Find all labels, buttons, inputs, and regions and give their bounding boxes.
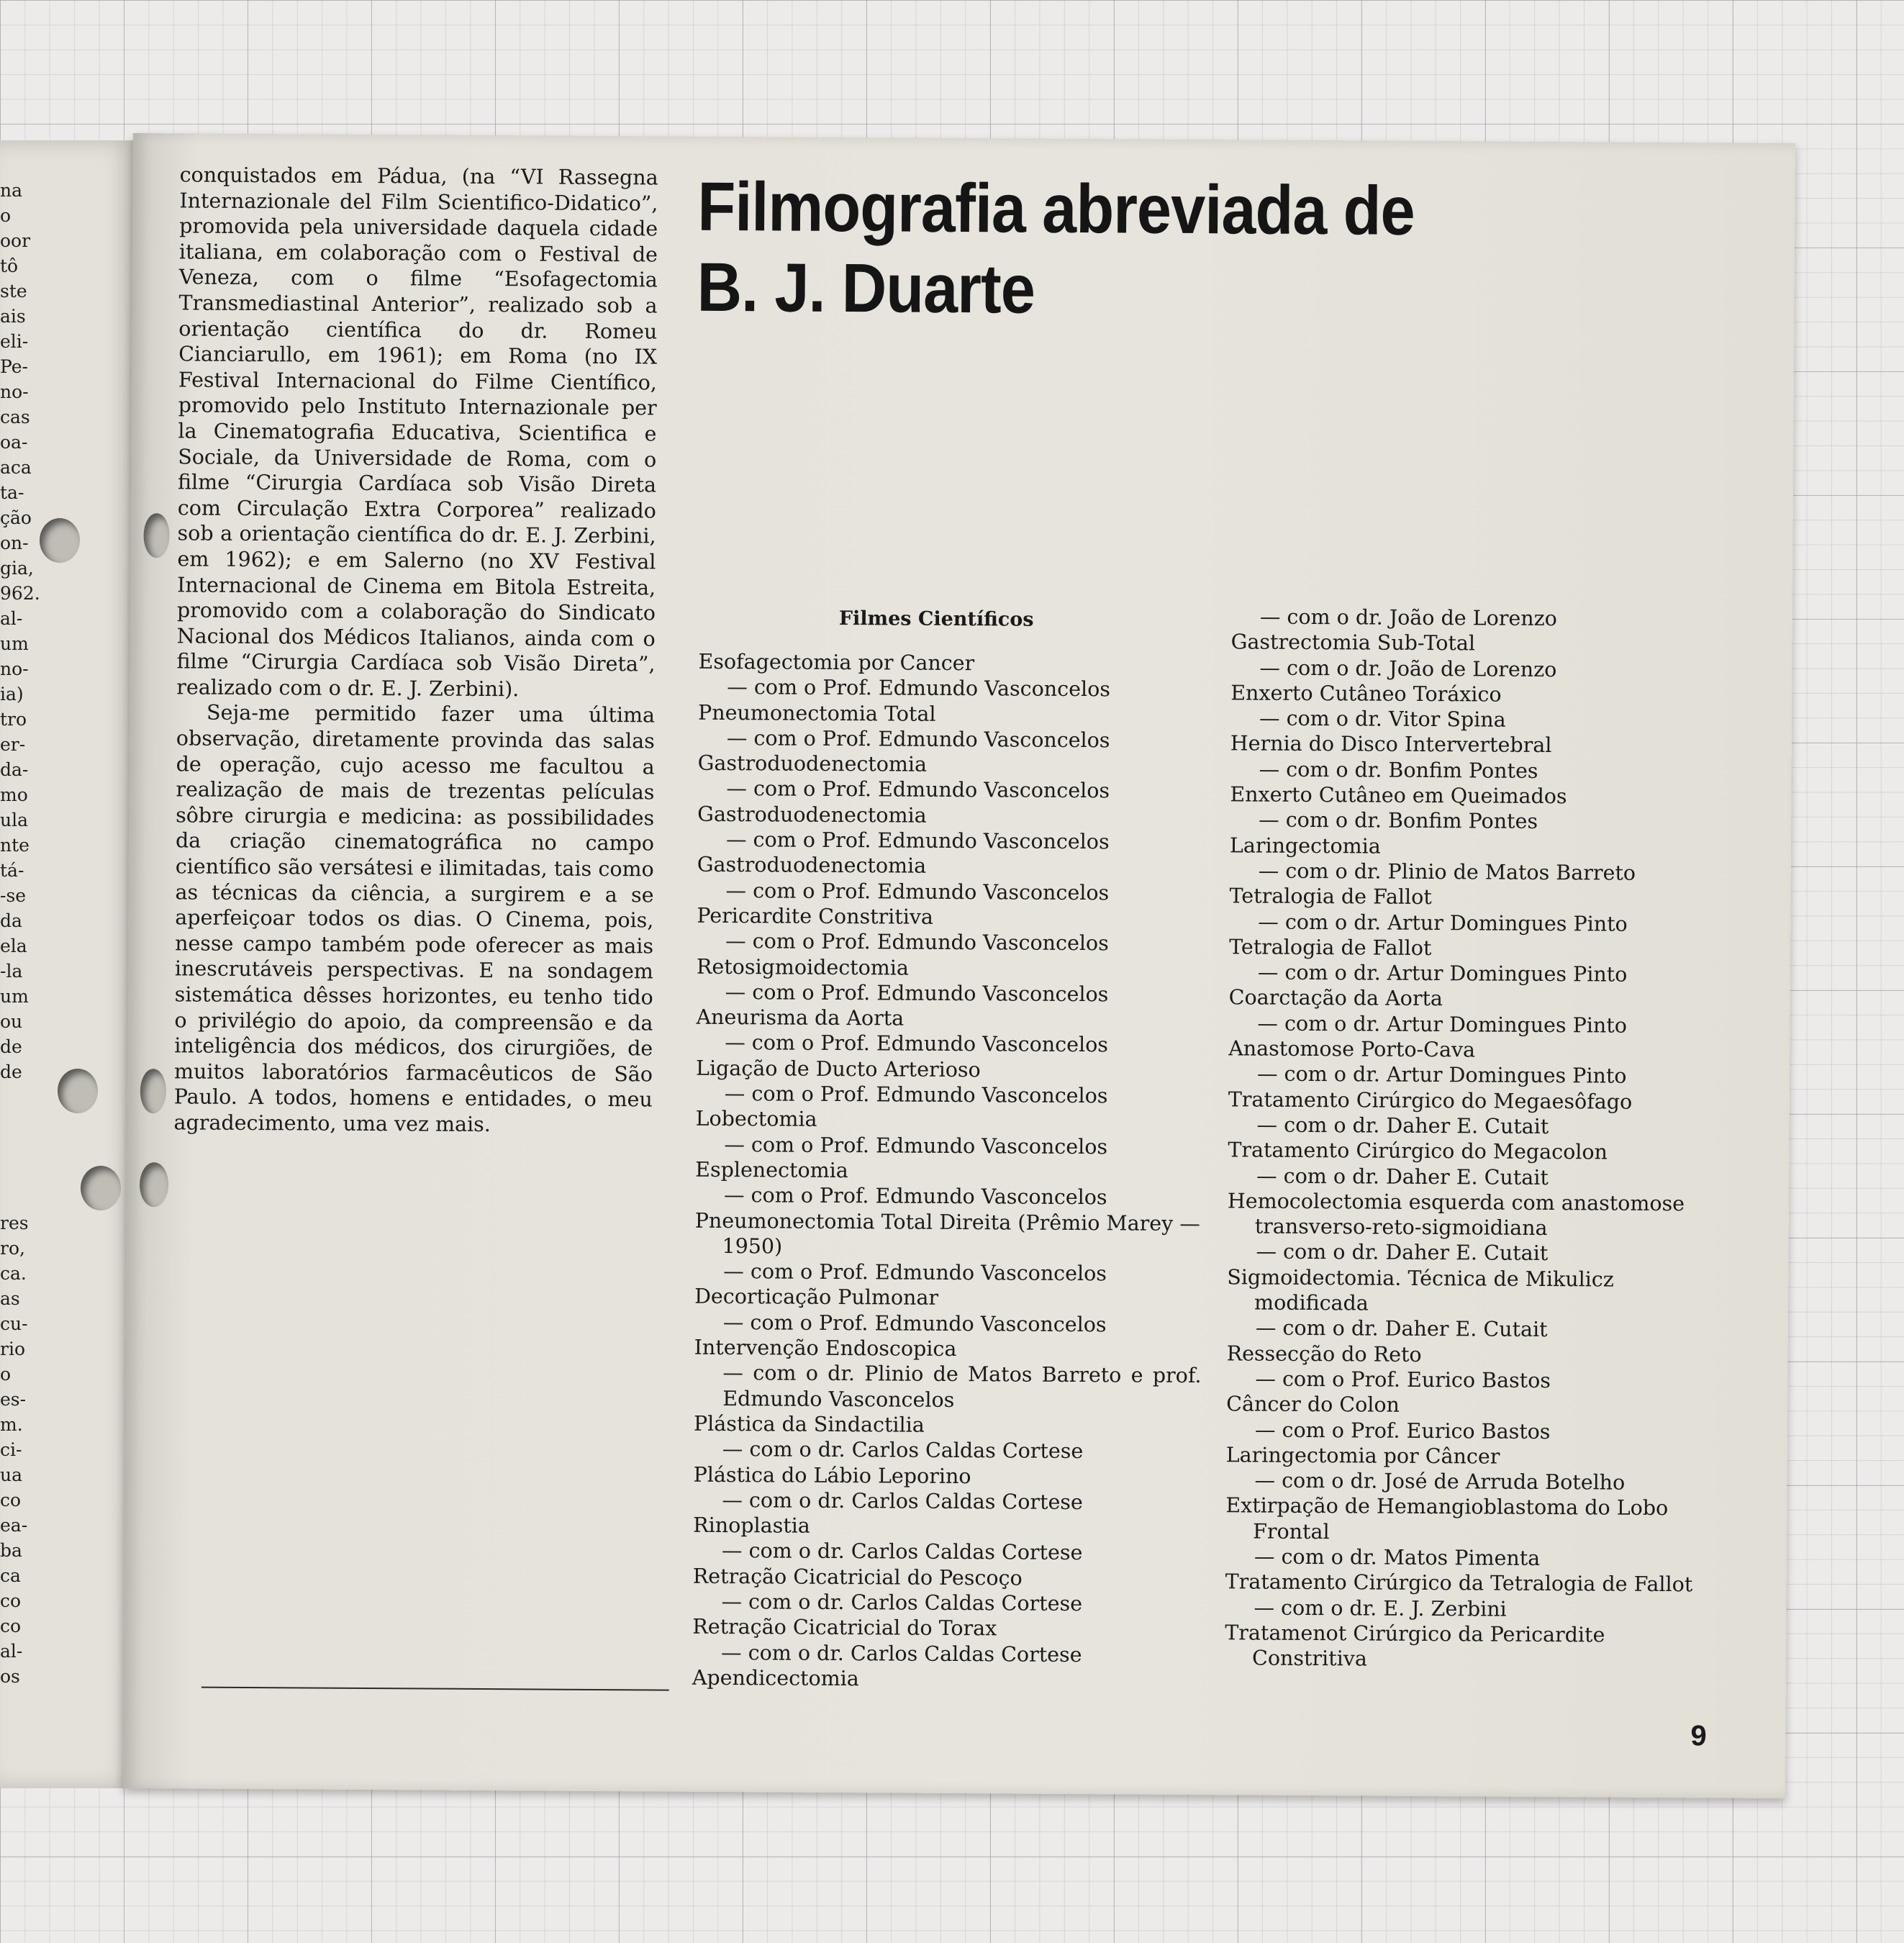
text-fragment: ção [0,507,32,528]
film-title: Tetralogia de Fallot [1229,935,1432,960]
text-fragment: ou [0,1011,23,1032]
film-title: Lobectomia [695,1107,817,1132]
film-credit-text: com o Prof. Edmundo Vasconcelos [753,675,1111,702]
text-fragment: ca. [0,1263,27,1284]
film-title: Pericardite Constritiva [697,903,934,929]
text-fragment: oor [0,230,31,251]
film-credit-text: com o dr. Daher E. Cutait [1284,1113,1549,1138]
film-entry [694,1335,1202,1414]
film-credit-text: com o dr. Daher E. Cutait [1282,1316,1548,1342]
title-line: Filmografia abreviada de [697,168,1415,250]
film-entry [1228,1036,1725,1090]
text-fragment: ro, [0,1238,25,1259]
dash-glyph [1256,1164,1284,1187]
film-credit [697,776,1205,805]
dash-glyph [726,777,753,801]
film-entry [1229,884,1726,938]
dash-glyph [722,1539,749,1562]
film-entry [1227,1264,1724,1344]
film-credit [1225,1467,1722,1496]
dash-glyph [1256,1240,1283,1264]
text-fragment: de [0,1036,22,1057]
film-credit [1230,756,1727,785]
film-credit [1227,1315,1723,1344]
article-title [697,167,1539,333]
film-entry [692,1614,1200,1668]
film-entry [1227,1188,1724,1267]
film-title: Enxerto Cutâneo em Queimados [1230,782,1567,809]
film-credit-text: com o dr. Carlos Caldas Cortese [749,1437,1084,1464]
dash-glyph [722,1488,749,1512]
dash-glyph [1257,1011,1284,1035]
dash-glyph [727,675,754,699]
film-entry [1225,1620,1721,1674]
film-list-column-b [1225,604,1728,1674]
film-credit [697,928,1204,957]
text-fragment [0,1084,43,1110]
film-credit [697,979,1204,1008]
film-credit-text: com o dr. Artur Domingues Pinto [1284,910,1628,936]
dash-glyph [721,1641,748,1665]
film-credit-text: com o dr. Daher E. Cutait [1283,1164,1549,1190]
film-credit [697,827,1205,856]
dash-glyph [1254,1545,1282,1569]
film-credit-text: com o Prof. Eurico Bastos [1282,1418,1551,1444]
film-credit-text: com o dr. Artur Domingues Pinto [1284,960,1628,987]
film-credit [1228,1163,1724,1192]
film-entry [1230,782,1726,835]
dash-glyph [1259,859,1286,883]
dash-glyph [727,726,754,750]
film-credit-text: com o dr. Carlos Caldas Cortese [748,1539,1083,1565]
film-credit [692,1589,1200,1618]
text-fragment: no- [0,658,29,679]
film-entry [693,1513,1200,1567]
text-fragment: -se [0,885,27,906]
text-fragment: ais [0,306,26,327]
film-title: Gastroduodenectomia [697,751,928,776]
film-entry [698,699,1205,753]
text-fragment: um [0,633,29,654]
film-credit-text: com o Prof. Eurico Bastos [1282,1367,1551,1392]
text-fragment: os [0,1666,20,1687]
dash-glyph [1259,707,1287,730]
title-line: B. J. Duarte [697,248,1035,328]
text-fragment: no- [0,381,29,402]
film-title: Gastroduodenectomia [697,853,927,879]
film-title: Decorticação Pulmonar [694,1285,939,1310]
film-credit-text: com o Prof. Edmundo Vasconcelos [751,1082,1108,1108]
film-credit [696,1030,1203,1059]
dash-glyph [725,1082,752,1105]
dash-glyph [1259,656,1287,679]
film-credit-text: com o dr. Vitor Spina [1286,706,1506,732]
film-credit-text: com o dr. Artur Domingues Pinto [1284,1062,1627,1089]
film-credit [1225,1544,1722,1572]
film-title: Câncer do Colon [1226,1392,1400,1417]
film-credit [1231,604,1728,633]
film-title: Esplenectomia [695,1157,848,1183]
film-credit-text: com o dr. Daher E. Cutait [1282,1240,1549,1266]
film-credit [1228,1061,1725,1090]
film-list-column-a [692,649,1206,1693]
film-title: Esofagectomia por Cancer [698,649,975,676]
film-title: Tratamento Cirúrgico da Tetralogia de Fallot [1225,1570,1693,1597]
film-credit [1225,1595,1721,1623]
text-fragment: co [0,1616,22,1636]
film-entry [692,1665,1200,1694]
binder-hole [81,1166,121,1210]
film-title: Plástica do Lábio Leporino [693,1462,971,1488]
column-rule [201,1687,669,1691]
film-credit-text: com o dr. João de Lorenzo [1286,656,1557,681]
dash-glyph [1255,1418,1282,1441]
film-credit [698,674,1205,703]
film-entry [1228,985,1725,1039]
film-entry [697,852,1204,906]
film-entry [1230,680,1727,734]
text-fragment: tá- [0,860,24,881]
film-entry [1229,934,1726,988]
film-title: Hemocolectomia esquerda com anastomose transverso-reto-sigmoidiana [1227,1189,1685,1241]
film-entry [1226,1392,1723,1446]
dash-glyph [725,879,753,902]
film-title: Laringectomia por Câncer [1225,1443,1500,1469]
film-credit-text: com o Prof. Edmundo Vasconcelos [750,1310,1107,1337]
film-title: Rinoplastia [693,1513,810,1538]
dash-glyph [1255,1367,1282,1390]
text-fragment: 962. [0,583,40,604]
film-entry [697,802,1205,856]
film-entry [694,1208,1202,1287]
dash-glyph [723,1259,751,1283]
film-title: Enxerto Cutâneo Toráxico [1230,681,1502,707]
film-credit-text: com o dr. Carlos Caldas Cortese [748,1590,1083,1616]
text-fragment: mo [0,784,28,805]
text-fragment: -la [0,961,23,982]
film-entry [697,903,1204,957]
dash-glyph [1257,1113,1284,1137]
film-credit [692,1639,1200,1668]
film-entry [697,954,1204,1007]
film-credit [1230,807,1726,836]
intro-column [173,162,658,1138]
film-title: Coarctação da Aorta [1228,985,1443,1011]
text-fragment: o [0,205,12,226]
film-credit [695,1182,1202,1211]
film-title: Pneumonectomia Total [697,700,936,726]
text-fragment: da [0,910,22,931]
text-fragment: co [0,1490,22,1511]
film-entry [696,1005,1203,1059]
film-title: Gastroduodenectomia [697,802,927,828]
film-credit [694,1360,1201,1414]
film-entry [692,1563,1200,1617]
film-credit-text: com o dr. Carlos Caldas Cortese [748,1488,1083,1514]
dash-glyph [722,1437,750,1461]
film-credit [1230,858,1726,887]
text-fragment: as [0,1288,20,1309]
film-credit-text: com o dr. João de Lorenzo [1287,604,1557,631]
film-title: Extirpação de Hemangioblastoma do Lobo Frontal [1225,1493,1669,1544]
text-fragment: aca [0,457,32,478]
film-credit [1228,1112,1725,1141]
text-fragment: ia) [0,684,24,705]
text-fragment: ba [0,1540,22,1561]
dash-glyph [1258,910,1285,933]
binder-hole [140,1069,166,1113]
text-fragment: na [0,180,23,201]
text-fragment [0,1110,43,1135]
binder-hole [58,1069,98,1113]
film-credit-text: com o Prof. Edmundo Vasconcelos [751,1132,1108,1159]
dash-glyph [1257,1062,1284,1086]
text-fragment: ula [0,810,29,830]
dash-glyph [1260,605,1287,629]
section-heading: Filmes Científicos [838,607,1034,631]
film-entry [1225,1493,1723,1572]
previous-page-text-fragments [0,178,43,1689]
dash-glyph [725,929,753,953]
film-credit-text: com o Prof. Edmundo Vasconcelos [750,1259,1107,1286]
dash-glyph [1259,808,1286,832]
film-title: Tratamento Cirúrgico do Megaesôfago [1228,1087,1633,1114]
film-entry [694,1411,1201,1465]
dash-glyph [722,1361,753,1385]
text-fragment: rio [0,1339,25,1359]
film-credit [1229,959,1726,988]
magazine-page [123,133,1795,1798]
film-credit-text: com o Prof. Edmundo Vasconcelos [752,929,1109,956]
text-fragment: ta- [0,482,24,503]
film-credit [694,1310,1202,1339]
film-credit [697,877,1204,906]
dash-glyph [1259,757,1287,781]
film-entry [698,649,1205,703]
text-fragment: da- [0,759,29,780]
text-fragment: ste [0,281,27,302]
film-title: Ligação de Ducto Arterioso [695,1056,981,1082]
film-entry [695,1106,1202,1160]
film-entry [1228,1138,1724,1192]
film-credit [693,1538,1200,1567]
text-fragment: gia, [0,558,34,579]
text-fragment: ua [0,1464,23,1485]
dash-glyph [723,1310,751,1334]
text-fragment: ea- [0,1515,28,1536]
dash-glyph [725,1031,752,1055]
film-credit [1229,909,1726,938]
text-fragment: ela [0,936,27,956]
film-credit-text: com o dr. Bonfim Pontes [1285,808,1538,834]
film-credit [694,1436,1201,1465]
film-title: Laringectomia [1229,833,1381,859]
dash-glyph [1256,1316,1283,1340]
binder-hole [143,513,169,558]
film-title: Apendicectomia [692,1665,859,1691]
film-credit [1228,1010,1725,1039]
page-number: 9 [1690,1720,1707,1752]
text-fragment: ca [0,1565,21,1586]
film-title: Intervenção Endoscopica [694,1335,957,1362]
dash-glyph [724,1133,751,1156]
text-fragment: al- [0,608,23,629]
dash-glyph [1254,1595,1281,1619]
text-fragment: Pe- [0,356,28,377]
film-entry [697,751,1205,805]
film-credit-text: com o dr. Plinio de Matos Barreto [1285,859,1636,885]
film-title: Hernia do Disco Intervertebral [1230,731,1552,758]
text-fragment: er- [0,734,26,755]
text-fragment: on- [0,533,29,553]
film-title: Tetralogia de Fallot [1229,884,1432,910]
film-credit [696,1081,1203,1110]
text-fragment: um [0,986,29,1007]
film-credit [1226,1366,1723,1395]
film-entry [1230,833,1726,887]
film-credit [1226,1417,1723,1446]
text-fragment: o [0,1364,12,1385]
dash-glyph [1254,1469,1282,1493]
film-credit-text: com o dr. Bonfim Pontes [1286,757,1538,783]
film-entry [1231,604,1728,633]
text-fragment: cu- [0,1313,28,1334]
text-fragment [0,1135,43,1160]
text-fragment: res [0,1213,29,1233]
film-title: Aneurisma da Aorta [696,1005,905,1031]
film-credit-text: com o dr. Plinio de Matos Barreto e prof. Edmundo Vasconcelos [722,1361,1202,1412]
film-entry [693,1462,1200,1516]
film-credit-text: com o Prof. Edmundo Vasconcelos [751,1183,1107,1210]
film-credit-text: com o Prof. Edmundo Vasconcelos [753,828,1110,854]
film-credit-text: com o Prof. Edmundo Vasconcelos [753,878,1110,905]
film-credit [1230,706,1727,735]
text-fragment: co [0,1590,22,1611]
dash-glyph [726,828,753,851]
film-title: Anastomose Porto-Cava [1228,1036,1476,1062]
binder-hole [140,1162,168,1207]
film-entry [1226,1341,1723,1395]
film-entry [1225,1570,1721,1623]
film-entry [695,1157,1202,1211]
text-fragment: eli- [0,331,29,352]
intro-paragraph: conquistados em Pádua, (na “VI Rassegna Internazionale del Film Scientifico-Didatico”, promovida pela universidade daquela cidade italiana, em colaboração com o Festival de Veneza, com o filme “Esofagectomia Transmediastinal Anterior”, realizado sob a orientação científica do dr. Romeu Cianciarullo, em 1961); em Roma (no IX Festival Internacional do Filme Científico, promovido pelo Instituto Internazionale per la Cinematografia Educativa, Scientifica e Sociale, da Universidade de Roma, com o filme “Cirurgia Cardíaca sob Visão Direta com Circulação Extra Corporea” realizado sob a orientação científica do dr. E. J. Zerbini, em 1962); e em Salerno (no XV Festival Internacional de Cinema em Bitola Estreita, promovido com a colaboração do Sindicato Nacional dos Médicos Italianos, ainda com o filme “Cirurgia Cardíaca sob Visão Direta”, realizado com o dr. E. J. Zerbini). [176,163,658,702]
film-title: Tratamento Cirúrgico do Megacolon [1228,1138,1608,1164]
film-credit [1230,655,1727,684]
film-title: Plástica da Sindactilia [693,1411,925,1437]
film-credit [698,725,1205,754]
text-fragment: al- [0,1641,23,1662]
film-credit [694,1259,1202,1287]
text-fragment [0,1160,43,1185]
film-credit-text: com o dr. José de Arruda Botelho [1282,1468,1626,1495]
dash-glyph [725,980,753,1004]
film-title: Retosigmoidectomia [696,954,910,980]
film-title: Tratamenot Cirúrgico da Pericardite Constritiva [1225,1621,1605,1671]
film-credit-text: com o Prof. Edmundo Vasconcelos [752,980,1109,1007]
film-entry [1225,1442,1722,1496]
text-fragment: de [0,1061,22,1082]
film-credit [1227,1239,1723,1268]
film-credit [695,1131,1202,1160]
text-fragment: m. [0,1414,23,1435]
film-credit [693,1487,1200,1516]
film-credit-text: com o dr. E. J. Zerbini [1280,1595,1507,1621]
text-fragment: cas [0,407,30,427]
film-credit-text: com o dr. Matos Pimenta [1281,1544,1541,1570]
previous-page-edge [0,140,137,1788]
film-entry [694,1284,1202,1338]
film-title: Pneumonectomia Total Direita (Prêmio Marey — 1950) [694,1208,1200,1259]
film-title: Gastrectomia Sub-Total [1230,630,1476,656]
film-credit-text: com o dr. Artur Domingues Pinto [1284,1011,1628,1038]
text-fragment: oa- [0,432,28,453]
text-fragment: tô [0,255,19,276]
text-fragment [0,1185,43,1210]
film-title: Retração Cicatricial do Pescoço [692,1564,1023,1590]
film-credit-text: com o Prof. Edmundo Vasconcelos [753,726,1110,753]
text-fragment: nte [0,835,30,856]
dash-glyph [721,1590,748,1613]
film-entry [696,1056,1203,1110]
film-credit-text: com o Prof. Edmundo Vasconcelos [751,1031,1109,1057]
binder-hole [40,518,80,563]
text-fragment: es- [0,1389,27,1410]
film-credit-text: com o Prof. Edmundo Vasconcelos [753,776,1110,803]
film-credit-text: com o dr. Carlos Caldas Cortese [748,1640,1082,1667]
film-title: Retração Cicatricial do Torax [692,1615,997,1641]
dash-glyph [1258,961,1285,984]
film-entry [1230,731,1727,785]
intro-paragraph: Seja-me permitido fazer uma última observação, diretamente provinda das salas de operação, cujo acesso me facultou a realização de mais de trezentas películas sôbre cirurgia e medicina: as possibilidades da criação cinematográfica no campo científico são versátesi e ilimitadas, tais como as técnicas da ciência, a surgirem e a se aperfeiçoar todos os dias. O Cinema, pois, nesse campo também pode oferecer as mais inescrutáveis perspectivas. E na sondagem sistemática dêsses horizontes, eu tenho tido o privilégio do apoio, da compreensão e da inteligência dos médicos, dos cirurgiões, de muitos laboratórios farmacêuticos de São Paulo. A todos, homens e entidades, o meu agradecimento, uma vez mais. [173,701,656,1137]
film-title: Sigmoidectomia. Técnica de Mikulicz modificada [1227,1265,1614,1315]
text-fragment: tro [0,709,27,730]
film-entry [1230,630,1727,684]
text-fragment: ci- [0,1439,22,1460]
film-entry [1228,1087,1725,1141]
dash-glyph [724,1183,751,1207]
film-title: Ressecção do Reto [1226,1341,1422,1367]
